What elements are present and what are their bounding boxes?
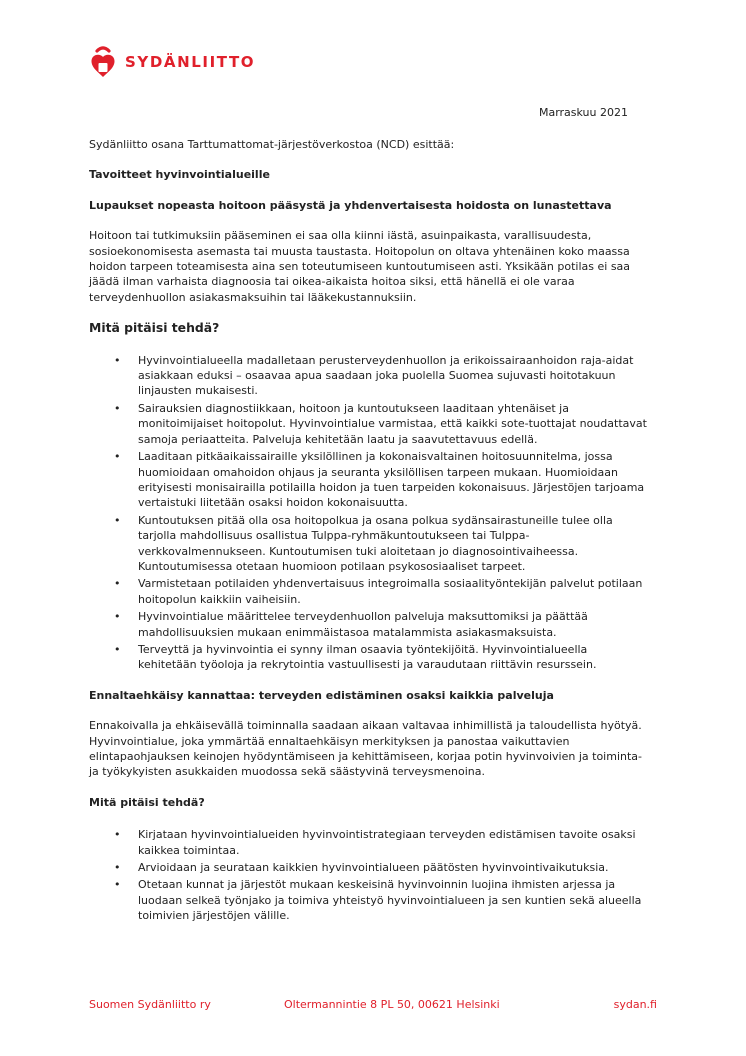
- footer-org: Suomen Sydänliitto ry: [89, 998, 211, 1011]
- list-item: • Laaditaan pitkäaikaissairaille yksilöllinen ja kokonaisvaltainen hoitosuunnitelma, jossa huomioidaan omahoidon ohjaus ja seuranta yksilöllisen tarpeen mukaan. Huomioidaan erityisesti monisairailla potilailla hoidon ja tuen tarpeiden kokonaisuus. Järjestöjen tarjoama vertaistuki liitetään osaksi hoidon kokonaisuutta.: [111, 449, 649, 511]
- footer-website-link[interactable]: sydan.fi: [613, 998, 657, 1011]
- section2-paragraph: Ennakoivalla ja ehkäisevällä toiminnalla saadaan aikaan valtavaa inhimillistä ja taloudellista hyötyä. Hyvinvointialue, joka ymmärtää ennaltaehkäisyn merkityksen ja panostaa vaikuttavien elintapaohjauksen keinojen hyödyntämiseen ja kehittämiseen, korjaa potin hyvinvoivien ja toiminta- ja työkykyisten asukkaiden muodossa sekä säästyvinä terveysmenoina.: [89, 719, 642, 779]
- list-item: • Hyvinvointialue määrittelee terveydenhuollon palveluja maksuttomiksi ja päättää mahdollisuuksien mukaan enimmäistasoa matalammista asiakasmaksuista.: [111, 609, 649, 640]
- list-item: • Sairauksien diagnostiikkaan, hoitoon ja kuntoutukseen laaditaan yhtenäiset ja monitoimijaiset hoitopolut. Hyvinvointialue varmistaa, että kaikki sote-tuottajat noudattavat samoja periaatteita. Palveluja kehitetään laatu ja saavutettavuus edellä.: [111, 401, 649, 447]
- intro-text: Sydänliitto osana Tarttumattomat-järjestöverkostoa (NCD) esittää:: [89, 138, 455, 151]
- main-title: Tavoitteet hyvinvointialueille: [89, 168, 270, 182]
- list-item: • Kuntoutuksen pitää olla osa hoitopolkua ja osana polkua sydänsairastuneille tulee olla tarjolla mahdollisuus osallistua Tulppa-ryhmäkuntoutukseen tai Tulppa-verkkovalmennukseen. Kuntoutumisen tuki aloitetaan jo diagnosointivaiheessa. Kuntoutumisessa otetaan huomioon potilaan psykososiaaliset tarpeet.: [111, 513, 649, 575]
- footer-address: Oltermannintie 8 PL 50, 00621 Helsinki: [284, 998, 500, 1011]
- logo: [89, 44, 255, 80]
- section1-title: Lupaukset nopeasta hoitoon pääsystä ja yhdenvertaisesta hoidosta on lunastettava: [89, 198, 612, 212]
- document-date: Marraskuu 2021: [538, 106, 628, 119]
- section1-paragraph: Hoitoon tai tutkimuksiin pääseminen ei saa olla kiinni iästä, asuinpaikasta, varallisuudesta, sosioekonomisesta asemasta tai muusta taustasta. Hoitopolun on oltava yhtenäinen koko maassa hoidon tarpeen toteamisesta aina sen toteutumiseen kuntoutumiseen asti. Yksikään potilas ei saa jäädä ilman varhaista diagnoosia tai oikea-aikaista hoitoa siksi, että hänellä ei ole varaa terveydenhuollon asiakasmaksuihin tai lääkekustannuksiin.: [89, 229, 631, 304]
- list-item: • Hyvinvointialueella madalletaan perusterveydenhuollon ja erikoissairaanhoidon raja-aidat asiakkaan eduksi – osaavaa apua saadaan joka puolella Suomea sujuvasti hoitotakuun linjausten mukaisesti.: [111, 353, 649, 399]
- section2-title: Ennaltaehkäisy kannattaa: terveyden edistäminen osaksi kaikkia palveluja: [89, 688, 554, 702]
- logo-text: SYDÄNLIITTO: [125, 53, 256, 71]
- section2-subheading: Mitä pitäisi tehdä?: [89, 795, 205, 809]
- list-item: • Varmistetaan potilaiden yhdenvertaisuus integroimalla sosiaalityöntekijän palvelut potilaan hoitopolun kaikkiin vaiheisiin.: [111, 576, 649, 607]
- document-body: [89, 137, 649, 926]
- list-item: • Terveyttä ja hyvinvointia ei synny ilman osaavia työntekijöitä. Hyvinvointialueella kehitetään työoloja ja rekrytointia vastuullisesti ja varaudutaan riittävin resurssein.: [111, 642, 649, 673]
- section1-bullet-list: [89, 353, 649, 673]
- list-item: • Arvioidaan ja seurataan kaikkien hyvinvointialueen päätösten hyvinvointivaikutuksia.: [111, 860, 649, 875]
- section1-subheading: Mitä pitäisi tehdä?: [89, 320, 220, 336]
- list-item: • Otetaan kunnat ja järjestöt mukaan keskeisinä hyvinvoinnin luojina ihmisten arjessa ja luodaan selkeä työnjako ja toimiva yhteistyö hyvinvointialueen ja sen kuntien sekä alueella toimivien järjestöjen välille.: [111, 877, 649, 923]
- list-item: • Kirjataan hyvinvointialueiden hyvinvointistrategiaan terveyden edistämisen tavoite osaksi kaikkea toimintaa.: [111, 827, 649, 858]
- section2-bullet-list: [89, 827, 649, 923]
- heart-logo-icon: [89, 44, 117, 80]
